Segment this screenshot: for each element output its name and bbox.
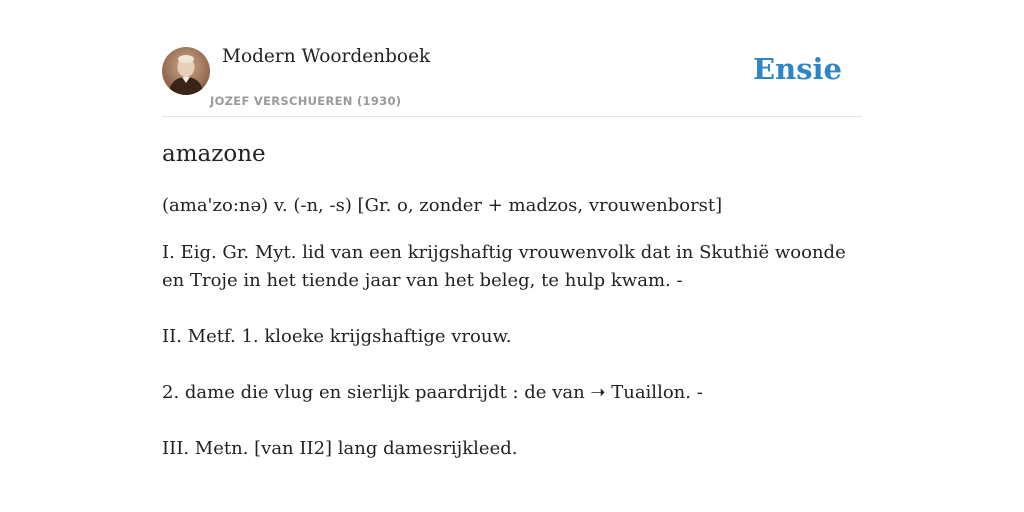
definition-2: II. Metf. 1. kloeke krijgshaftige vrouw. xyxy=(162,326,512,347)
portrait-icon xyxy=(162,47,210,95)
header xyxy=(162,0,862,117)
entry-term: amazone xyxy=(162,141,266,167)
definition-3-suffix: . - xyxy=(685,382,703,403)
book-title[interactable]: Modern Woordenboek xyxy=(222,46,431,67)
definition-3 xyxy=(162,379,852,407)
cross-reference-link[interactable] xyxy=(590,382,685,403)
author-label: JOZEF VERSCHUEREN (1930) xyxy=(210,94,402,108)
definition-4: III. Metn. [van II2] lang damesrijkleed. xyxy=(162,438,518,459)
definition-1: I. Eig. Gr. Myt. lid van een krijgshaftig vrouwenvolk dat in Skuthië woonde en Troje in het tiende jaar van het beleg, te hulp kwam. - xyxy=(162,242,846,291)
definition-3-text: 2. dame die vlug en sierlijk paardrijdt : de van xyxy=(162,382,591,403)
cross-reference-label: Tuaillon xyxy=(611,382,686,403)
avatar[interactable] xyxy=(162,47,210,95)
page xyxy=(162,0,862,512)
brand-logo[interactable]: Ensie xyxy=(753,52,842,86)
arrow-icon: ➝ xyxy=(590,382,606,403)
entry-pronunciation: (ama'zo:nə) v. (-n, -s) [Gr. o, zonder + madzos, vrouwenborst] xyxy=(162,195,723,216)
